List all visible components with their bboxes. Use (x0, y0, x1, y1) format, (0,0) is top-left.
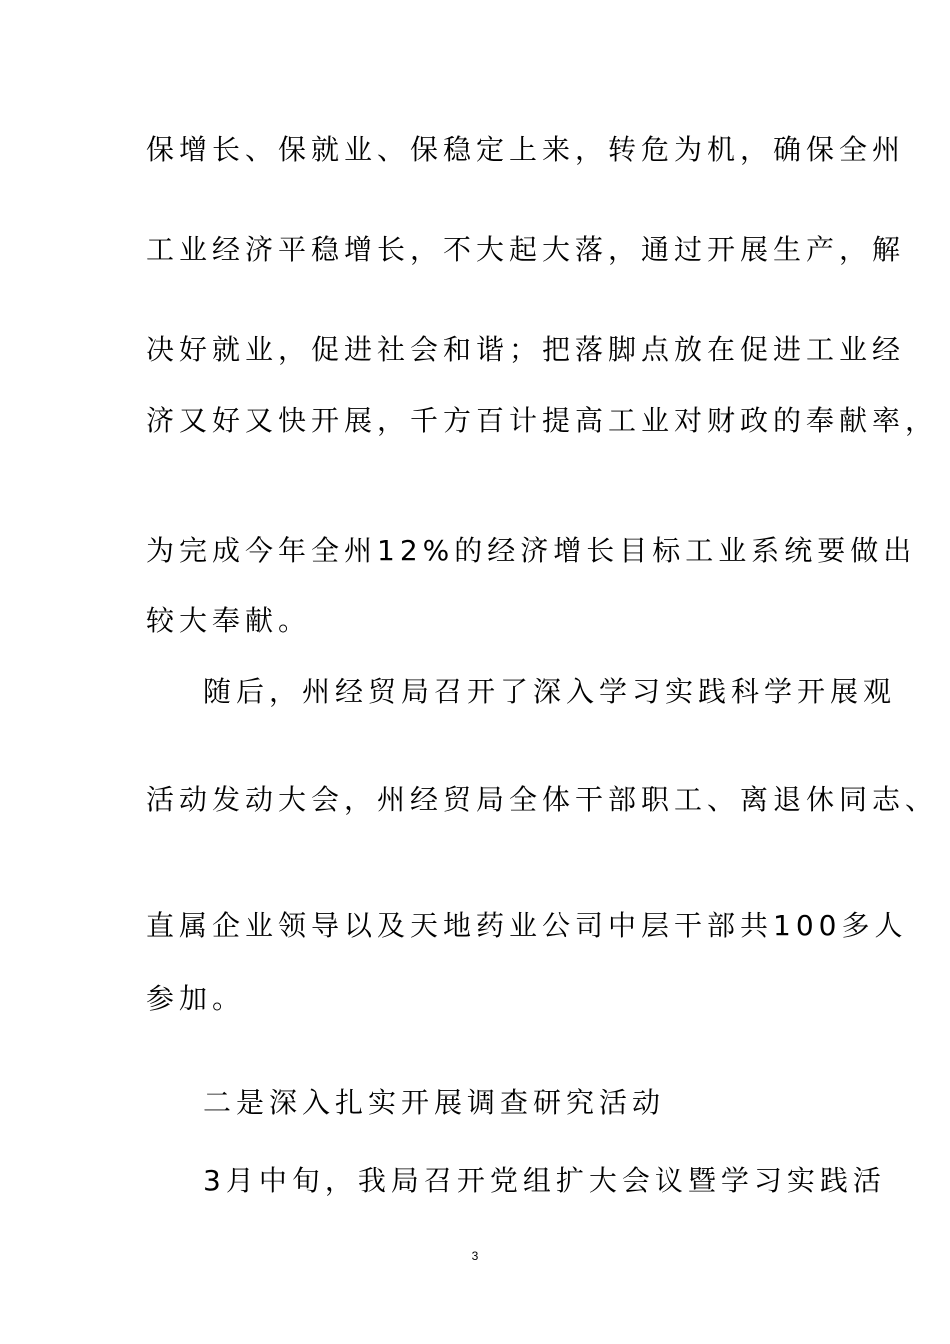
page-number: 3 (471, 1249, 479, 1263)
text-line: 工业经济平稳增长，不大起大落，通过开展生产，解 (146, 233, 906, 266)
text-line: 决好就业，促进社会和谐；把落脚点放在促进工业经 (146, 333, 906, 366)
paragraph-first-line: 随后，州经贸局召开了深入学习实践科学开展观 (203, 675, 897, 708)
text-line: 参加。 (146, 982, 246, 1015)
paragraph-first-line: 3月中旬，我局召开党组扩大会议暨学习实践活 (203, 1164, 886, 1197)
text-line: 保增长、保就业、保稳定上来，转危为机，确保全州 (146, 133, 906, 166)
text-line: 为完成今年全州12%的经济增长目标工业系统要做出 (146, 534, 917, 567)
text-line: 活动发动大会，州经贸局全体干部职工、离退休同志、 (146, 783, 939, 816)
section-heading: 二是深入扎实开展调查研究活动 (203, 1086, 666, 1119)
text-line: 直属企业领导以及天地药业公司中层干部共100多人 (146, 909, 908, 942)
text-line: 济又好又快开展，千方百计提高工业对财政的奉献率， (146, 404, 939, 437)
text-line: 较大奉献。 (146, 604, 312, 637)
